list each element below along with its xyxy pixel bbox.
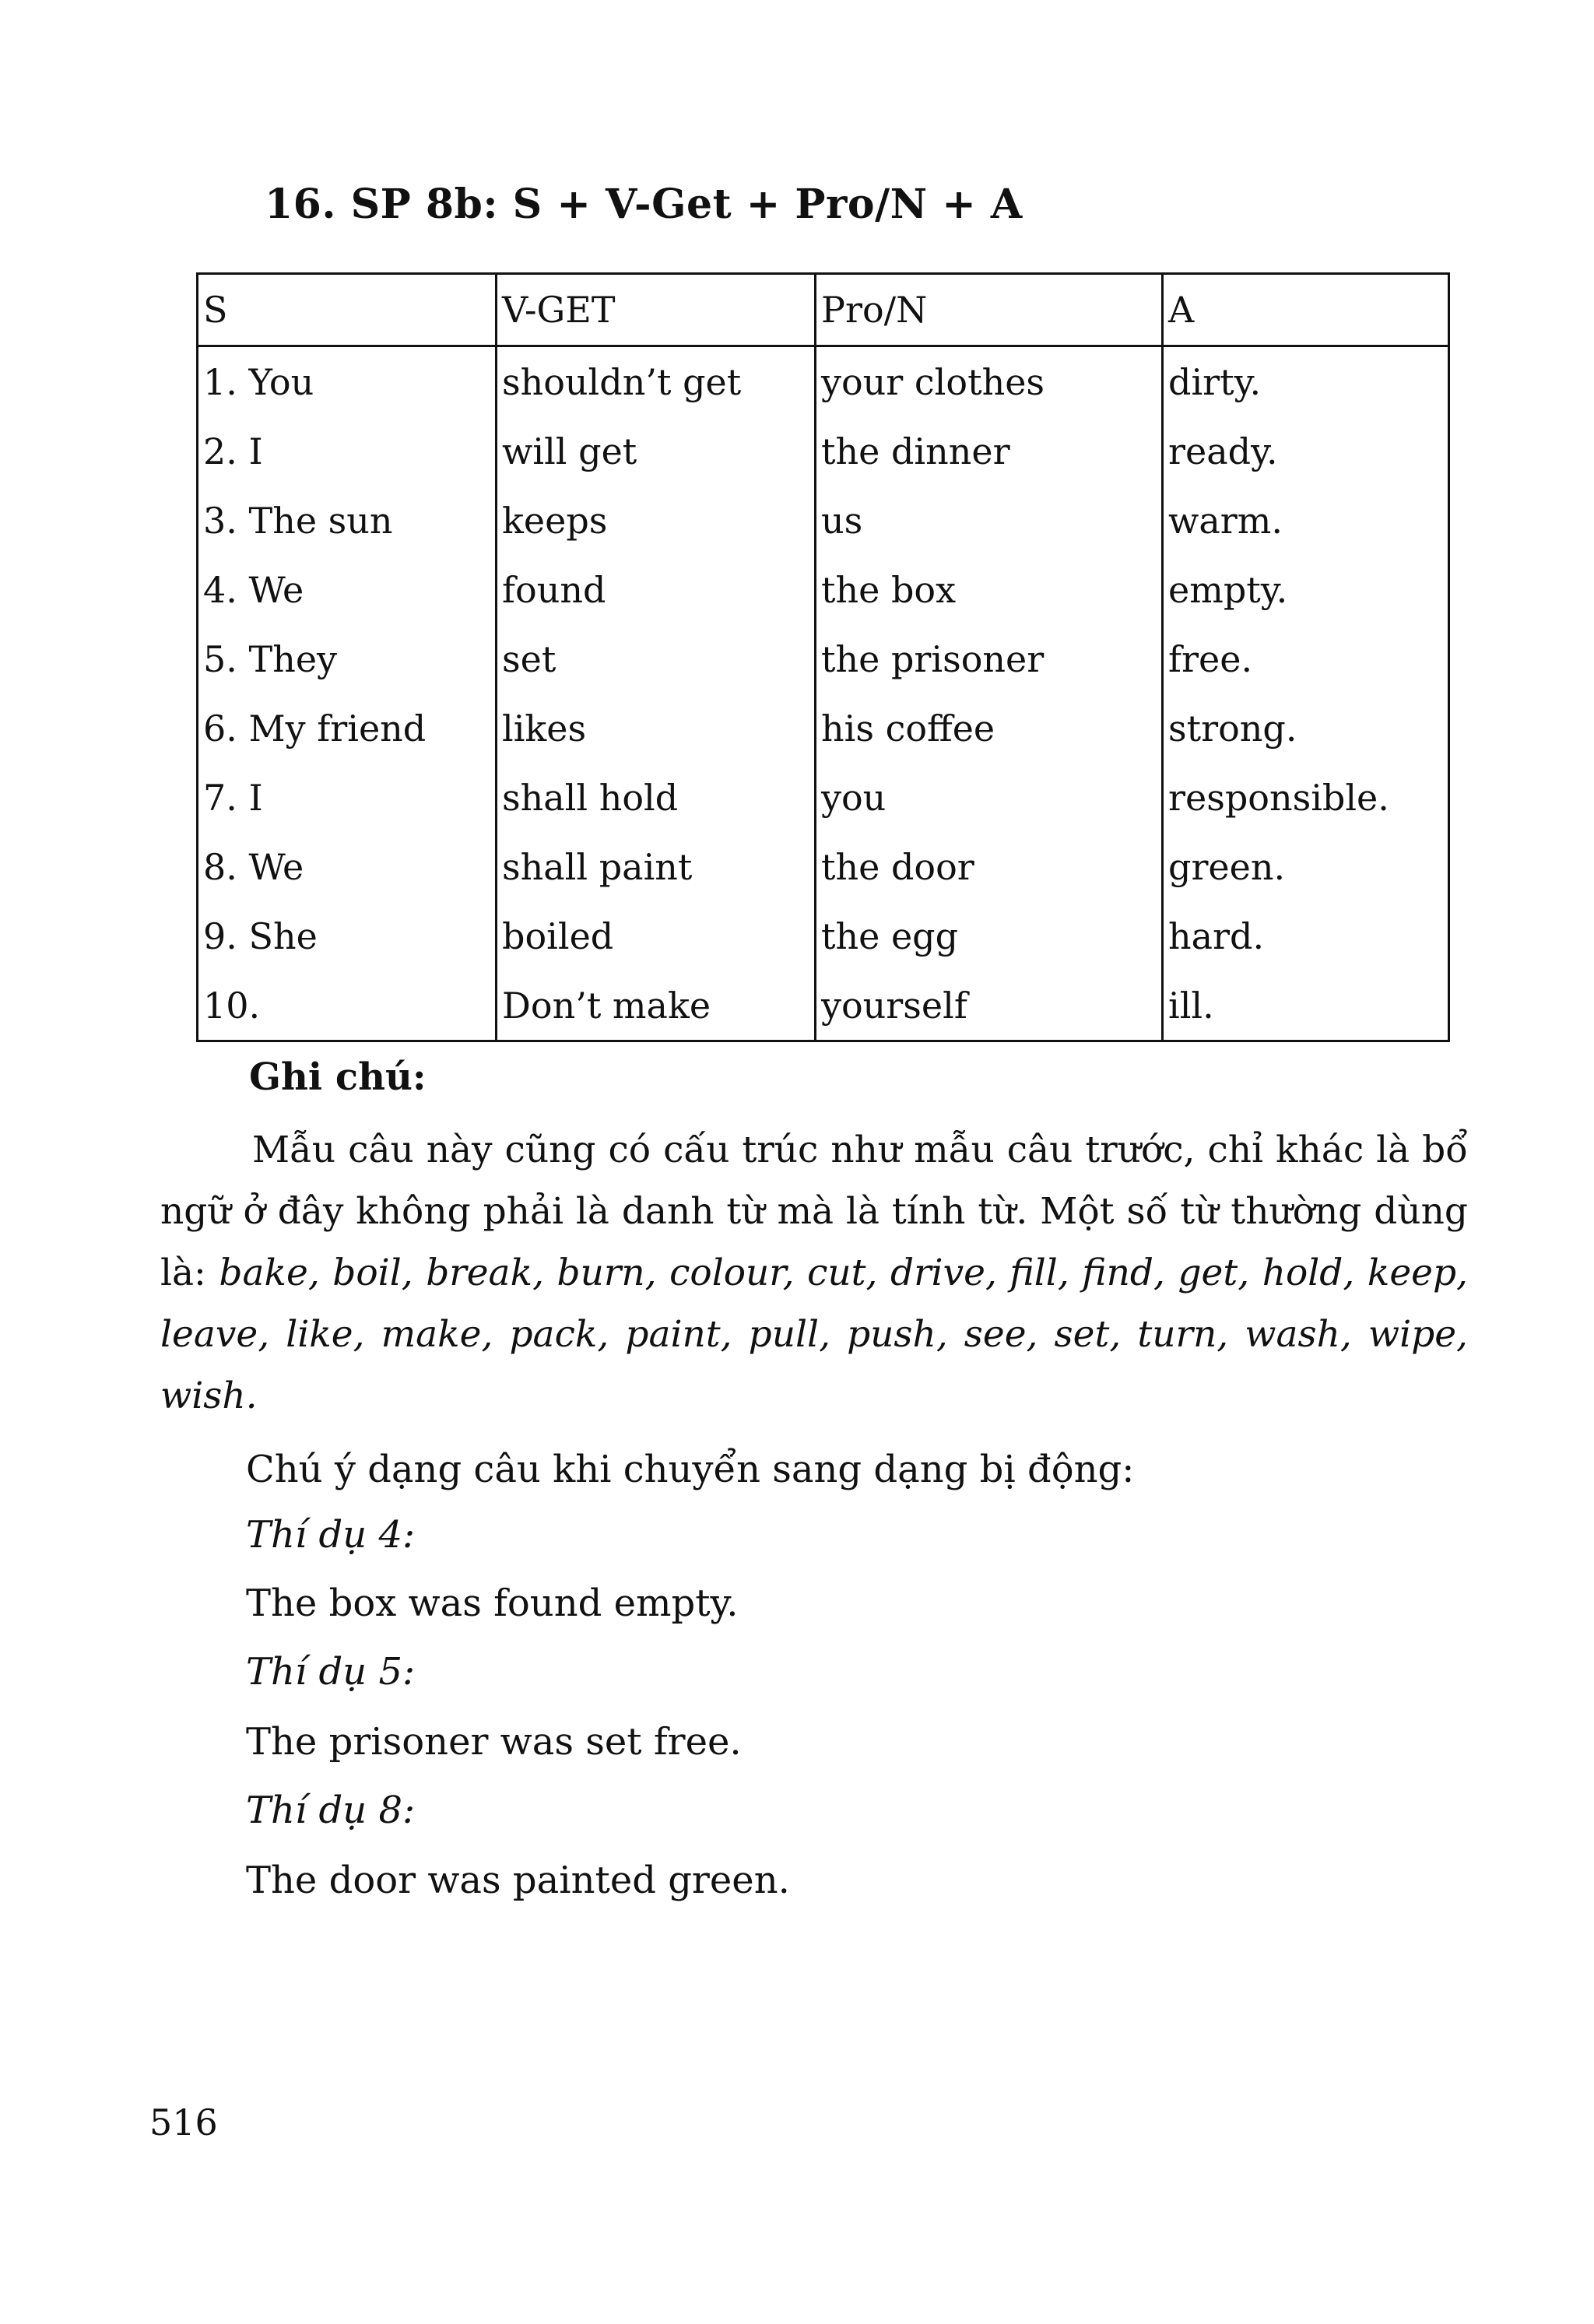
cell-adjective: ill. xyxy=(1163,971,1449,1041)
passive-intro: Chú ý dạng câu khi chuyển sang dạng bị động: xyxy=(246,1448,1135,1491)
cell-object: yourself xyxy=(816,971,1163,1041)
column-header-object: Pro/N xyxy=(816,274,1163,346)
cell-adjective: free. xyxy=(1163,624,1449,693)
cell-verb: likes xyxy=(497,693,816,763)
cell-adjective: empty. xyxy=(1163,555,1449,624)
cell-subject: 9. She xyxy=(198,901,497,971)
section-heading: 16. SP 8b: S + V-Get + Pro/N + A xyxy=(265,181,1023,228)
cell-object: the door xyxy=(816,832,1163,901)
sentence-pattern-table xyxy=(196,272,1450,1042)
cell-verb: set xyxy=(497,624,816,693)
table-row xyxy=(198,901,1449,971)
page-number: 516 xyxy=(149,2101,218,2143)
table-row xyxy=(198,555,1449,624)
cell-object: his coffee xyxy=(816,693,1163,763)
cell-verb: will get xyxy=(497,416,816,486)
cell-adjective: hard. xyxy=(1163,901,1449,971)
cell-object: the box xyxy=(816,555,1163,624)
cell-adjective: dirty. xyxy=(1163,346,1449,417)
cell-subject: 8. We xyxy=(198,832,497,901)
cell-subject: 7. I xyxy=(198,763,497,832)
cell-object: us xyxy=(816,486,1163,555)
example-label: Thí dụ 5: xyxy=(246,1650,416,1694)
cell-verb: shouldn’t get xyxy=(497,346,816,417)
table-row xyxy=(198,346,1449,417)
table-row xyxy=(198,763,1449,832)
example-sentence: The box was found empty. xyxy=(246,1582,739,1625)
cell-object: the egg xyxy=(816,901,1163,971)
verb-list: bake, boil, break, burn, colour, cut, drive, fill, find, get, hold, keep, leave, like, make, pack, paint, pull, push, see, set, turn, wash, wipe, wish. xyxy=(160,1252,1468,1417)
table-row xyxy=(198,486,1449,555)
table-header-row xyxy=(198,274,1449,346)
column-header-adjective: A xyxy=(1163,274,1449,346)
column-header-verb: V-GET xyxy=(497,274,816,346)
cell-verb: shall paint xyxy=(497,832,816,901)
table-row xyxy=(198,416,1449,486)
cell-subject: 2. I xyxy=(198,416,497,486)
cell-adjective: green. xyxy=(1163,832,1449,901)
note-intro: Mẫu câu này cũng có cấu trúc như mẫu câu trước, chỉ khác là bổ ngữ ở đây không phải là danh từ mà là tính từ. Một số từ thường dùng là: xyxy=(160,1129,1468,1294)
example-label: Thí dụ 8: xyxy=(246,1789,416,1832)
table-row xyxy=(198,624,1449,693)
cell-object: your clothes xyxy=(816,346,1163,417)
example-sentence: The door was painted green. xyxy=(246,1859,790,1902)
cell-subject: 6. My friend xyxy=(198,693,497,763)
cell-adjective: warm. xyxy=(1163,486,1449,555)
table-row xyxy=(198,832,1449,901)
cell-object: you xyxy=(816,763,1163,832)
table-row xyxy=(198,693,1449,763)
cell-adjective: responsible. xyxy=(1163,763,1449,832)
cell-verb: found xyxy=(497,555,816,624)
cell-subject: 4. We xyxy=(198,555,497,624)
example-sentence: The prisoner was set free. xyxy=(246,1720,742,1764)
cell-subject: 1. You xyxy=(198,346,497,417)
example-label: Thí dụ 4: xyxy=(246,1513,416,1557)
cell-verb: Don’t make xyxy=(497,971,816,1041)
cell-adjective: ready. xyxy=(1163,416,1449,486)
cell-adjective: strong. xyxy=(1163,693,1449,763)
note-title: Ghi chú: xyxy=(249,1055,427,1099)
note-paragraph xyxy=(160,1119,1468,1427)
cell-object: the prisoner xyxy=(816,624,1163,693)
cell-verb: boiled xyxy=(497,901,816,971)
cell-subject: 5. They xyxy=(198,624,497,693)
cell-subject: 10. xyxy=(198,971,497,1041)
cell-subject: 3. The sun xyxy=(198,486,497,555)
cell-object: the dinner xyxy=(816,416,1163,486)
cell-verb: keeps xyxy=(497,486,816,555)
table-row xyxy=(198,971,1449,1041)
cell-verb: shall hold xyxy=(497,763,816,832)
column-header-subject: S xyxy=(198,274,497,346)
